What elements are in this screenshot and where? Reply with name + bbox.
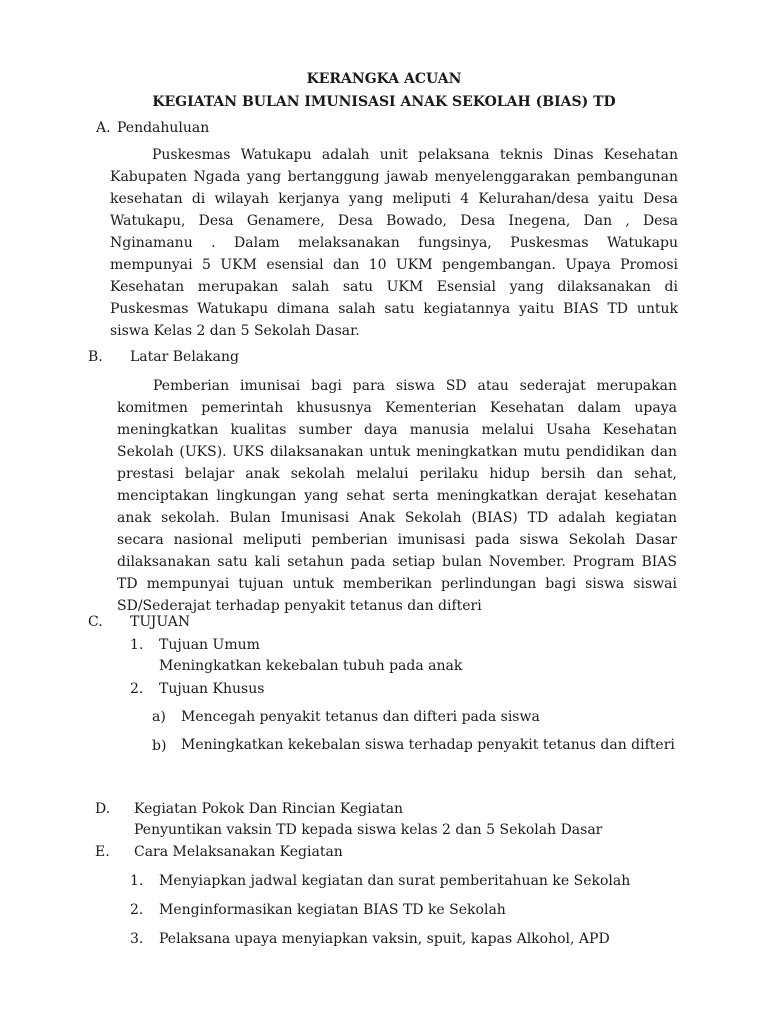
section-b-heading: Latar Belakang [130,349,239,365]
document-subtitle: KEGIATAN BULAN IMUNISASI ANAK SEKOLAH (BIAS) TD [152,94,616,110]
tujuan-khusus-b-text: Meningkatkan kekebalan siswa terhadap penyakit tetanus dan difteri [181,737,675,753]
section-a-heading: Pendahuluan [117,120,210,136]
document-title: KERANGKA ACUAN [306,71,462,87]
tujuan-khusus-a-marker: a) [152,709,166,725]
section-d-heading: Kegiatan Pokok Dan Rincian Kegiatan [134,801,404,817]
cara-item-text: Menginformasikan kegiatan BIAS TD ke Sekolah [159,902,506,918]
section-a-marker: A. [96,120,111,136]
tujuan-umum-text: Meningkatkan kekebalan tubuh pada anak [159,658,463,674]
tujuan-khusus-a-text: Mencegah penyakit tetanus dan difteri pada siswa [181,709,540,725]
tujuan-khusus-b-marker: b) [152,738,167,754]
section-b-marker: B. [88,349,103,365]
section-a-paragraph: Puskesmas Watukapu adalah unit pelaksana teknis Dinas Kesehatan Kabupaten Ngada yang bertanggung jawab menyelenggarakan pembangunan kesehatan di wilayah kerjanya yang meliputi 4 Kelurahan/desa yaitu Desa Watukapu, Desa Genamere, Desa Bowado, Desa Inegena, Dan , Desa Nginamanu . Dalam melaksanakan fungsinya, Puskesmas Watukapu mempunyai 5 UKM esensial dan 10 UKM pengembangan. Upaya Promosi Kesehatan merupakan salah satu UKM Esensial yang dilaksanakan di Puskesmas Watukapu dimana salah satu kegiatannya yaitu BIAS TD untuk siswa Kelas 2 dan 5 Sekolah Dasar. [110,147,678,339]
cara-item-number: 3. [130,931,144,947]
section-b-paragraph: Pemberian imunisai bagi para siswa SD atau sederajat merupakan komitmen pemerintah khususnya Kementerian Kesehatan dalam upaya meningkatkan kualitas sumber daya manusia melalui Usaha Kesehatan Sekolah (UKS). UKS dilaksanakan untuk meningkatkan mutu pendidikan dan prestasi belajar anak sekolah melalui perilaku hidup bersih dan sehat, menciptakan lingkungan yang sehat serta meningkatkan derajat kesehatan anak sekolah. Bulan Imunisasi Anak Sekolah (BIAS) TD adalah kegiatan secara nasional meliputi pemberian imunisasi pada siswa Sekolah Dasar dilaksanakan satu kali setahun pada setiap bulan November. Program BIAS TD mempunyai tujuan untuk memberikan perlindungan bagi siswa siswai SD/Sederajat terhadap penyakit tetanus dan difteri [117,378,677,614]
section-d-text: Penyuntikan vaksin TD kepada siswa kelas 2 dan 5 Sekolah Dasar [134,822,603,838]
section-d-marker: D. [95,801,111,817]
cara-item-text: Pelaksana upaya menyiapkan vaksin, spuit, kapas Alkohol, APD [159,931,610,947]
tujuan-khusus-label: Tujuan Khusus [159,681,265,697]
cara-item-number: 1. [130,873,144,889]
section-c-heading: TUJUAN [130,614,191,630]
section-c-marker: C. [88,614,103,630]
tujuan-umum-number: 1. [130,637,144,653]
section-e-heading: Cara Melaksanakan Kegiatan [134,844,343,860]
cara-item-number: 2. [130,902,144,918]
section-e-marker: E. [95,844,110,860]
tujuan-umum-label: Tujuan Umum [159,637,260,653]
tujuan-khusus-number: 2. [130,681,144,697]
cara-item-text: Menyiapkan jadwal kegiatan dan surat pemberitahuan ke Sekolah [159,873,631,889]
